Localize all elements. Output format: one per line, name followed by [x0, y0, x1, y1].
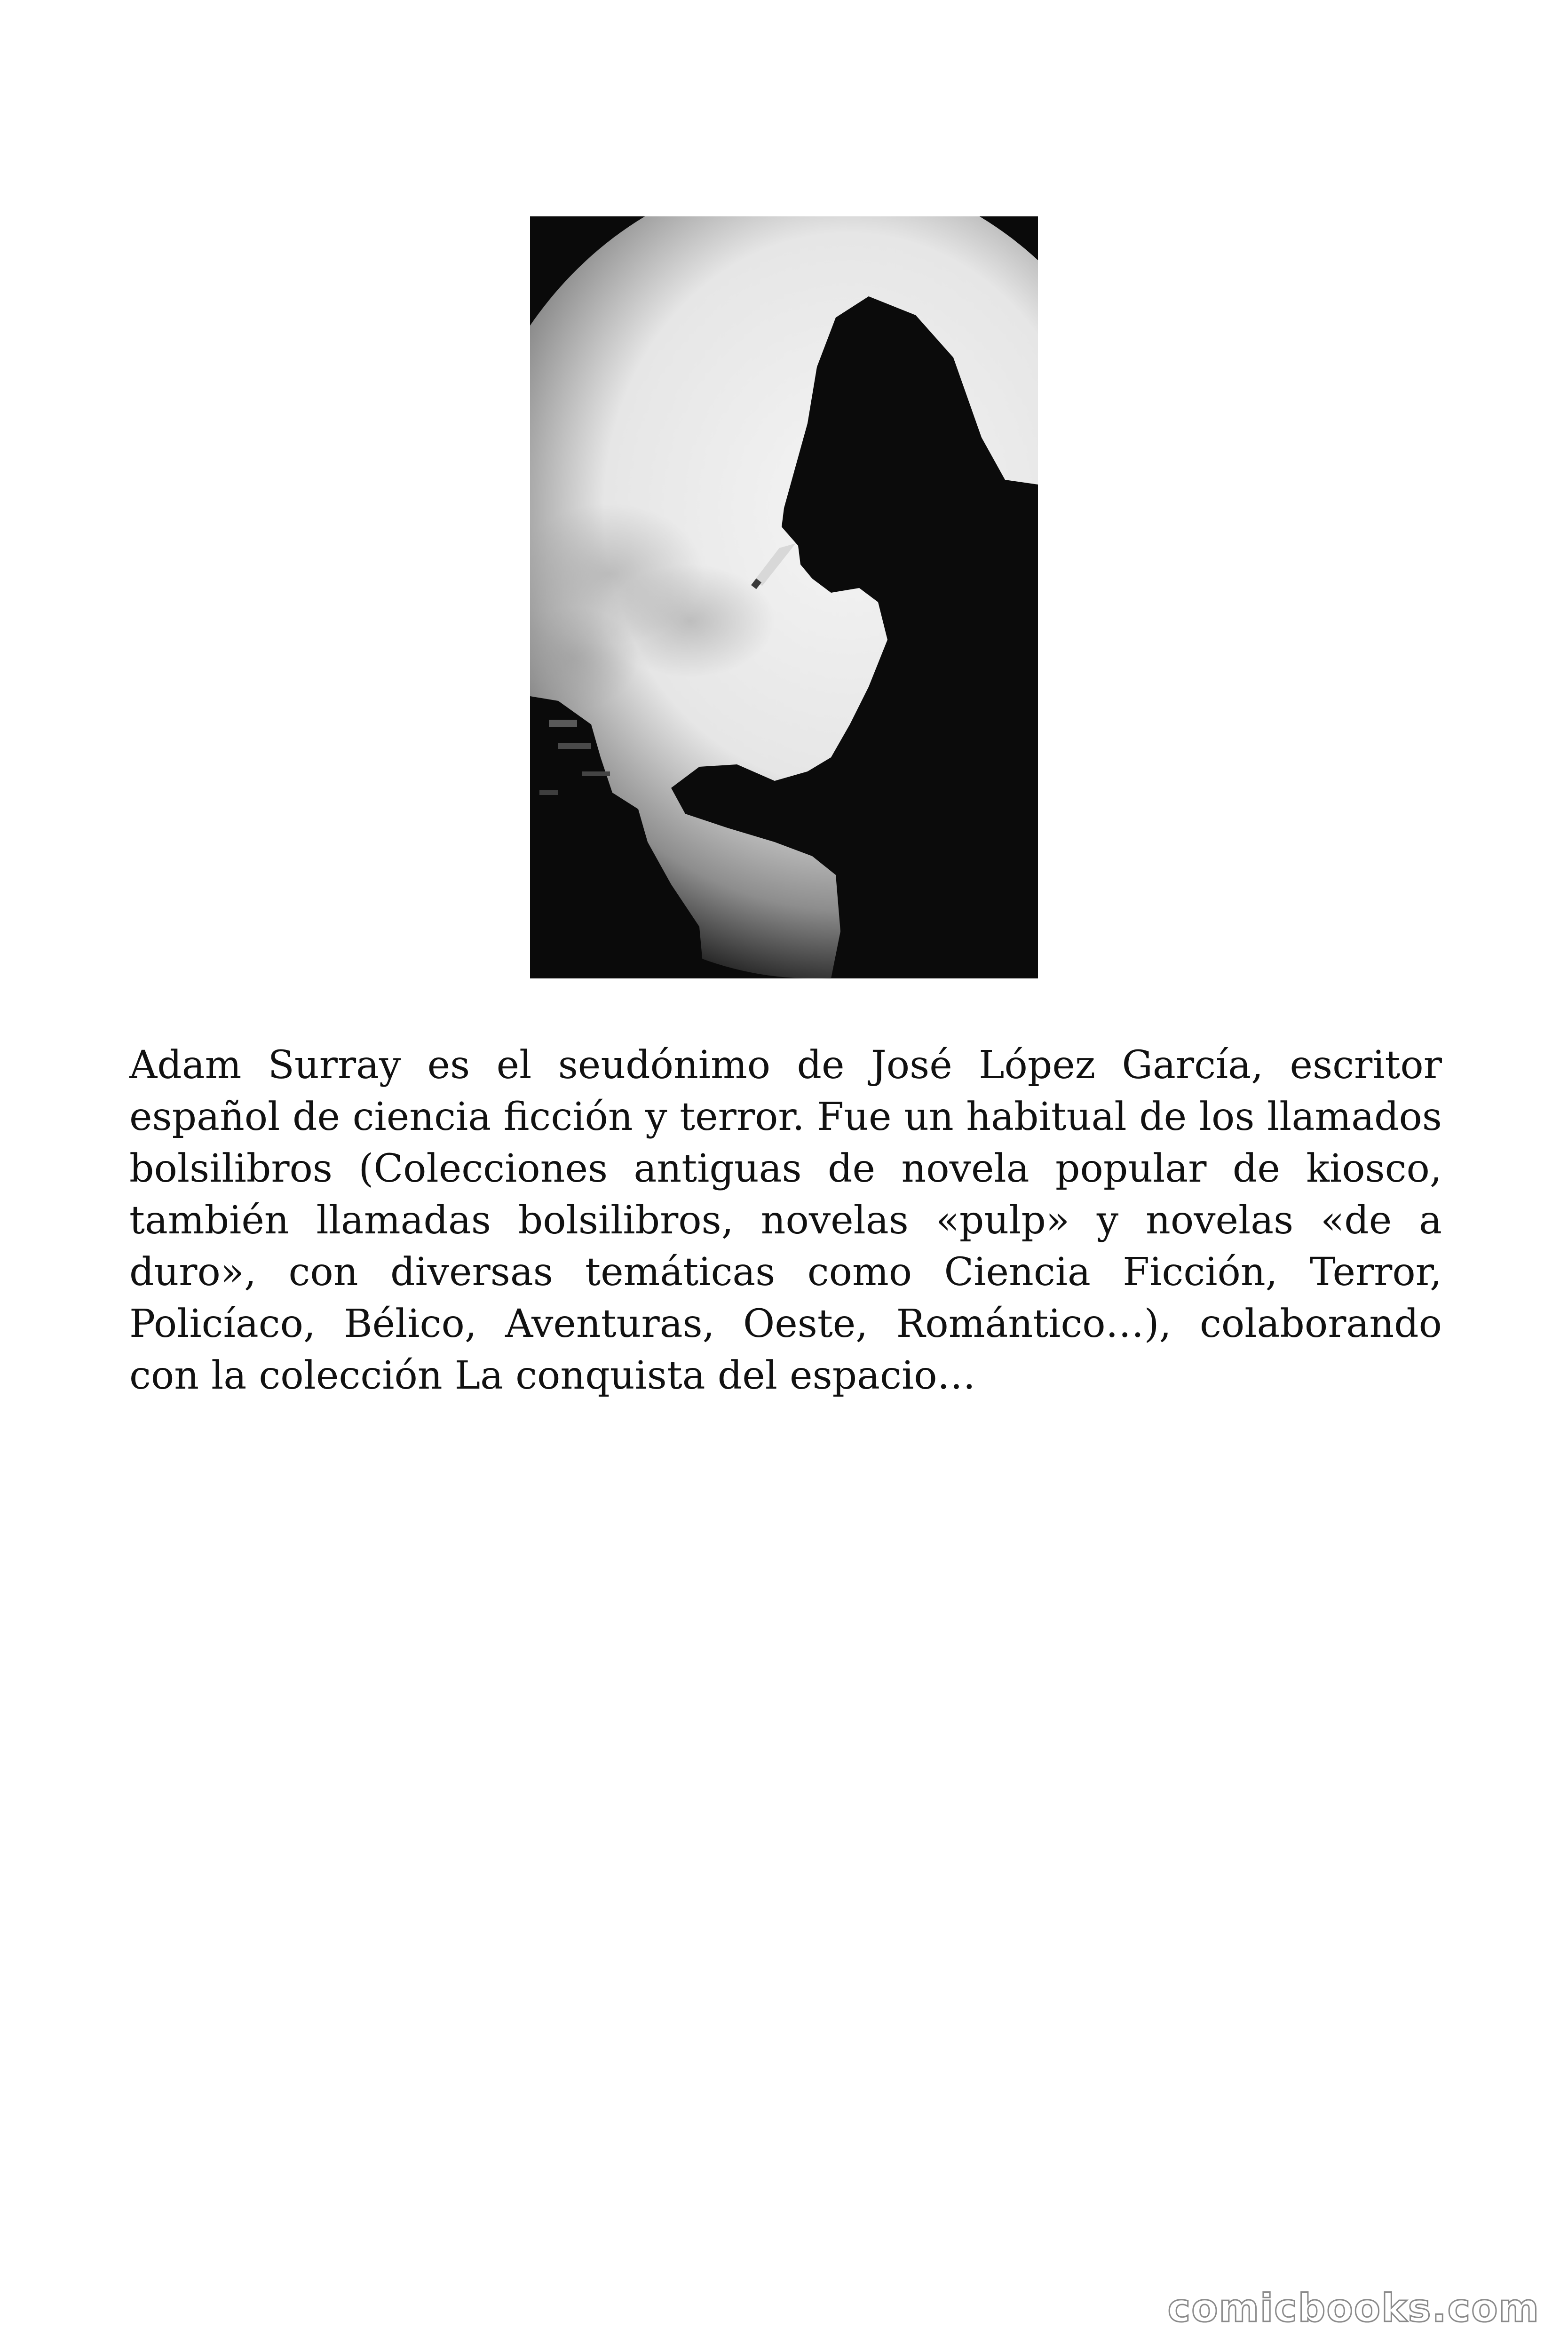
author-silhouette-image: [530, 216, 1038, 978]
author-bio-paragraph: Adam Surray es el seudónimo de José López García, escritor español de ciencia ficción y terror. Fue un habitual de los llamados bolsilibros (Colecciones antiguas de novela popular de kiosco, también llamadas bolsilibros, novelas «pulp» y novelas «de a duro», con diversas temáticas como Ciencia Ficción, Terror, Policíaco, Bélico, Aventuras, Oeste, Romántico…), colaborando con la colección La conquista del espacio…: [129, 1043, 1442, 1398]
author-photo: [530, 216, 1038, 978]
site-watermark: comicbooks.com: [1167, 2286, 1540, 2331]
